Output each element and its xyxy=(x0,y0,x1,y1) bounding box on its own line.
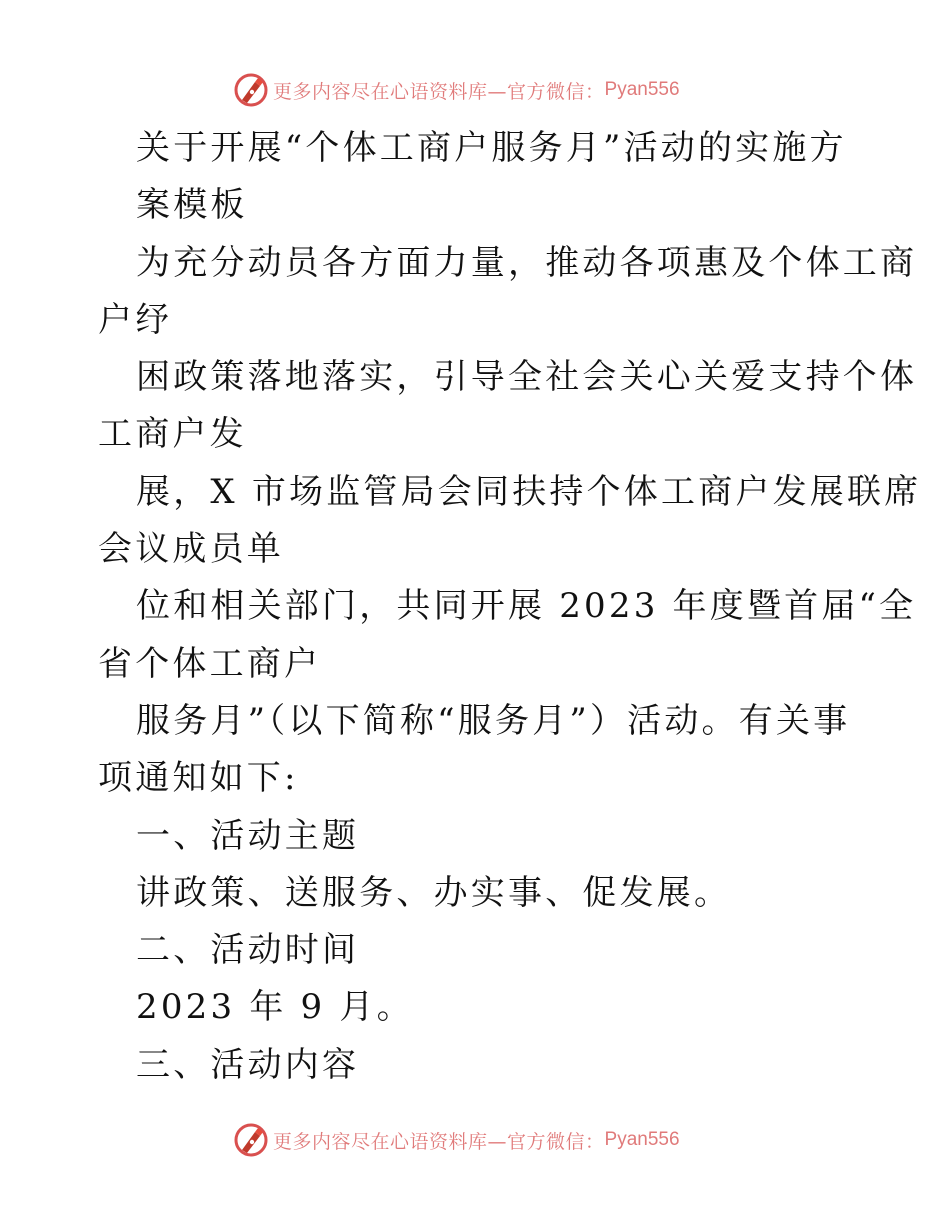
section-heading-time: 二、活动时间 xyxy=(136,930,360,971)
paragraph-line: 为充分动员各方面力量，推动各项惠及个体工商 xyxy=(136,242,918,283)
section-heading-theme: 一、活动主题 xyxy=(136,815,360,856)
header-watermark xyxy=(233,70,680,110)
fountain-pen-logo-icon xyxy=(233,1122,269,1158)
watermark-account: Pyan556 xyxy=(604,1129,680,1150)
section-heading-content: 三、活动内容 xyxy=(136,1044,360,1085)
paragraph-line: 工商户发 xyxy=(98,414,247,455)
paragraph-line: 会议成员单 xyxy=(98,529,284,570)
fountain-pen-logo-icon xyxy=(233,72,269,108)
paragraph-line: 位和相关部门，共同开展 2023 年度暨首届“全 xyxy=(136,586,917,627)
watermark-text: 更多内容尽在心语资料库—官方微信： xyxy=(273,80,605,103)
paragraph-line: 户纾 xyxy=(98,299,173,340)
document-body xyxy=(98,120,922,1094)
paragraph-line: 2023 年 9 月。 xyxy=(136,987,414,1028)
watermark-text: 更多内容尽在心语资料库—官方微信： xyxy=(273,1130,605,1153)
paragraph-line: 省个体工商户 xyxy=(98,643,322,684)
footer-watermark xyxy=(233,1120,680,1160)
title-line-2: 案模板 xyxy=(136,185,248,226)
paragraph-line: 展，X 市场监管局会同扶持个体工商户发展联席 xyxy=(136,471,922,512)
paragraph-line: 讲政策、送服务、办实事、促发展。 xyxy=(136,872,732,913)
paragraph-line: 项通知如下: xyxy=(98,758,299,799)
paragraph-line: 服务月”（以下简称“服务月”）活动。有关事 xyxy=(136,700,851,741)
paragraph-line: 困政策落地落实，引导全社会关心关爱支持个体 xyxy=(136,357,918,398)
title-line-1: 关于开展“个体工商户服务月”活动的实施方 xyxy=(136,128,847,168)
watermark-account: Pyan556 xyxy=(604,79,680,100)
